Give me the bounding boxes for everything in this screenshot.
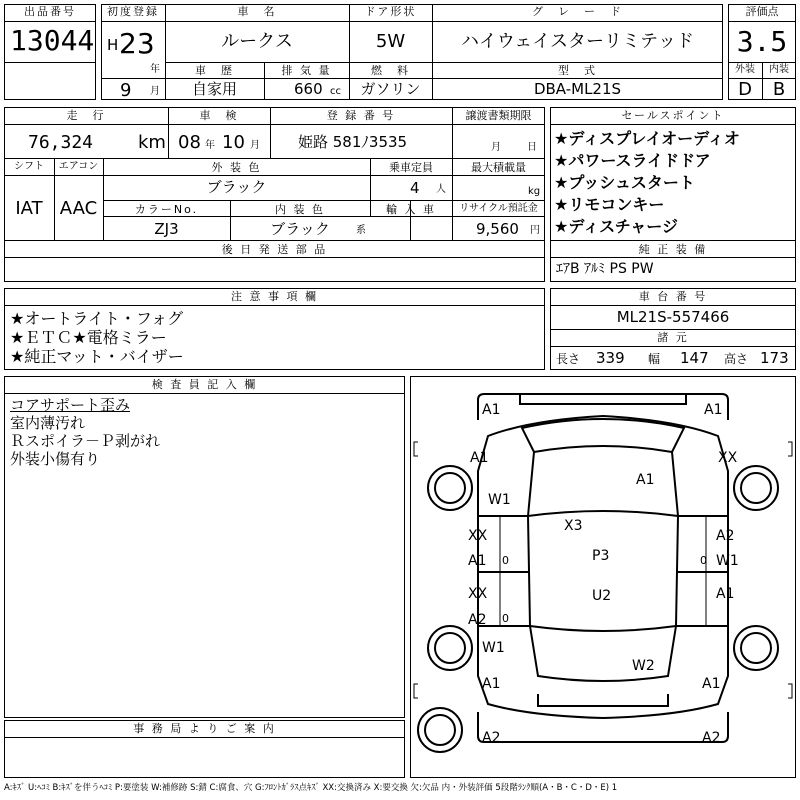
later-parts-label: 後 日 発 送 部 品 bbox=[221, 243, 328, 256]
recycle-value: 9,560 bbox=[476, 220, 519, 238]
first-reg-era: H bbox=[107, 36, 119, 54]
list-item: コアサポート歪み bbox=[10, 396, 131, 414]
shift-value: IAT bbox=[15, 198, 43, 219]
model-value: DBA-ML21S bbox=[533, 80, 622, 98]
damage-front-right: A1 bbox=[704, 402, 723, 418]
plate-label: 登 録 番 号 bbox=[326, 109, 396, 122]
fuel-value: ガソリン bbox=[360, 80, 421, 98]
max-load-unit: kg bbox=[528, 186, 541, 197]
import-label: 輸 入 車 bbox=[386, 203, 436, 216]
rating-label: 評価点 bbox=[745, 5, 779, 18]
recycle-unit: 円 bbox=[530, 225, 540, 236]
damage-roof: P3 bbox=[592, 548, 610, 564]
damage-wheel-fl: W1 bbox=[488, 492, 511, 508]
damage-wheel-rl: W1 bbox=[482, 640, 505, 656]
list-item: ★パワースライドドア bbox=[554, 151, 711, 170]
capacity-label: 乗車定員 bbox=[389, 161, 433, 174]
inspection-year-unit: 年 bbox=[205, 140, 215, 151]
first-reg-month-unit: 月 bbox=[150, 86, 160, 97]
damage-fender-fr: XX bbox=[718, 450, 738, 466]
list-item: ★純正マット・バイザー bbox=[10, 347, 184, 366]
damage-door-fr: W1 bbox=[716, 553, 739, 569]
height-value: 173 bbox=[760, 349, 789, 367]
car-name: ルークス bbox=[221, 31, 293, 52]
doc-period-label: 譲渡書類期限 bbox=[465, 109, 532, 122]
notes-label: 注 意 事 項 欄 bbox=[231, 290, 318, 303]
mileage-value: 76,324 bbox=[28, 132, 94, 153]
damage-bumper-rr: A2 bbox=[702, 730, 721, 746]
damage-quarter-rr: A1 bbox=[702, 676, 721, 692]
damage-zero-3: 0 bbox=[502, 612, 509, 625]
grade-label: グ レ ー ド bbox=[532, 5, 623, 18]
mileage-label: 走 行 bbox=[66, 109, 106, 122]
inspector-label: 検 査 員 記 入 欄 bbox=[151, 378, 258, 391]
plate-value: 姫路 581ﾉ3535 bbox=[298, 133, 408, 151]
rating-value: 3.5 bbox=[736, 25, 788, 58]
width-label: 幅 bbox=[648, 352, 661, 366]
color-no-value: ZJ3 bbox=[154, 220, 179, 238]
damage-door-rl-top: XX bbox=[468, 586, 488, 602]
damage-roof-front: X3 bbox=[564, 518, 583, 534]
list-item: Ｒスポイラ－Ｐ剥がれ bbox=[10, 432, 161, 450]
lot-number: 13044 bbox=[10, 24, 95, 57]
list-item: ★リモコンキー bbox=[554, 195, 665, 214]
chassis-label: 車 台 番 号 bbox=[638, 290, 708, 303]
height-label: 高さ bbox=[724, 352, 749, 366]
color-no-label: カラーNo. bbox=[134, 203, 199, 216]
list-item: ★ＥＴＣ★電格ミラー bbox=[10, 328, 167, 347]
capacity-value: 4 bbox=[410, 179, 420, 197]
shift-label: シフト bbox=[14, 161, 44, 172]
list-item: 室内薄汚れ bbox=[10, 414, 86, 432]
fuel-label: 燃 料 bbox=[371, 64, 410, 77]
displacement-label: 排 気 量 bbox=[281, 64, 332, 77]
int-color-value: ブラック bbox=[270, 220, 330, 238]
exterior-label: 外装 bbox=[735, 64, 755, 75]
length-label: 長さ bbox=[556, 352, 581, 366]
inspection-label: 車 検 bbox=[199, 109, 239, 122]
chassis-value: ML21S-557466 bbox=[616, 308, 730, 326]
sales-points-label: セールスポイント bbox=[621, 109, 725, 122]
inspection-year: 08 bbox=[178, 132, 201, 153]
int-color-unit: 系 bbox=[356, 225, 366, 236]
ext-color-value: ブラック bbox=[206, 178, 267, 196]
ext-color-label: 外 装 色 bbox=[211, 161, 262, 174]
displacement-value: 660 bbox=[294, 80, 323, 98]
aircon-value: AAC bbox=[59, 198, 98, 219]
doc-period-day: 日 bbox=[527, 142, 537, 153]
displacement-unit: cc bbox=[330, 86, 341, 97]
recycle-label: リサイクル預託金 bbox=[459, 203, 538, 214]
legend-text: A:ｷｽﾞ U:ﾍｺﾐ B:ｷｽﾞを伴うﾍｺﾐ P:要塗装 W:補修跡 S:錆 C:腐食、穴 G:ﾌﾛﾝﾄｶﾞﾗｽ点ｷｽﾞ XX:交換済み X:要交換 欠:欠品 内・外装評価 5段階ﾗﾝｸ順(A・B・C・D・E) 1 bbox=[4, 783, 618, 793]
inspection-month-unit: 月 bbox=[250, 140, 260, 151]
inspection-month: 10 bbox=[222, 132, 245, 153]
list-item: ★ディスチャージ bbox=[554, 217, 678, 236]
mileage-unit: km bbox=[138, 132, 166, 153]
list-item: 外装小傷有り bbox=[10, 450, 101, 468]
width-value: 147 bbox=[680, 349, 709, 367]
car-diagram bbox=[410, 376, 796, 778]
damage-front-left: A1 bbox=[482, 402, 501, 418]
first-reg-year: 23 bbox=[119, 27, 155, 60]
history-label: 車 歴 bbox=[195, 64, 234, 77]
first-reg-month: 9 bbox=[120, 80, 132, 101]
first-reg-year-unit: 年 bbox=[150, 64, 160, 75]
sales-points-list bbox=[554, 128, 740, 238]
damage-door-rl: A2 bbox=[468, 612, 487, 628]
exterior-grade: D bbox=[738, 79, 752, 100]
damage-door-fl-top: XX bbox=[468, 528, 488, 544]
aircon-label: エアコン bbox=[58, 161, 99, 172]
grade-value: ハイウェイスターリミテッド bbox=[460, 31, 695, 52]
length-value: 339 bbox=[596, 349, 625, 367]
door-value: 5W bbox=[375, 31, 406, 52]
notes-list bbox=[10, 309, 184, 366]
list-item: ★プッシュスタート bbox=[554, 173, 695, 192]
damage-door-fl: A1 bbox=[468, 553, 487, 569]
max-load-label: 最大積載量 bbox=[471, 161, 526, 174]
first-reg-label: 初度登録 bbox=[107, 5, 159, 18]
list-item: ★ディスプレイオーディオ bbox=[554, 129, 740, 148]
damage-hood: A1 bbox=[636, 472, 655, 488]
interior-label: 内装 bbox=[769, 64, 789, 75]
damage-zero-2: 0 bbox=[700, 554, 707, 567]
office-label: 事 務 局 よ り ご 案 内 bbox=[133, 722, 276, 735]
interior-grade: B bbox=[772, 79, 786, 100]
equipment-value: ｴｱB ｱﾙﾐ PS PW bbox=[556, 261, 654, 277]
dims-label: 諸 元 bbox=[657, 331, 689, 344]
int-color-label: 内 装 色 bbox=[275, 203, 325, 216]
model-label: 型 式 bbox=[558, 64, 597, 77]
damage-fender-fl: A1 bbox=[470, 450, 489, 466]
capacity-unit: 人 bbox=[436, 184, 446, 195]
doc-period-month: 月 bbox=[491, 142, 501, 153]
damage-door-rr: A1 bbox=[716, 586, 735, 602]
damage-rear-right: W2 bbox=[632, 658, 655, 674]
damage-quarter-rl: A1 bbox=[482, 676, 501, 692]
damage-roof-rear: U2 bbox=[592, 588, 612, 604]
door-label: ドア形状 bbox=[364, 5, 417, 18]
damage-door-fr-top: A2 bbox=[716, 528, 735, 544]
list-item: ★オートライト・フォグ bbox=[10, 309, 184, 328]
inspector-list bbox=[10, 396, 160, 468]
equipment-label: 純 正 装 備 bbox=[638, 243, 708, 256]
history-value: 自家用 bbox=[191, 80, 237, 98]
damage-zero-1: 0 bbox=[502, 554, 509, 567]
car-name-label: 車 名 bbox=[237, 5, 277, 18]
damage-bumper-rl: A2 bbox=[482, 730, 501, 746]
lot-label: 出品番号 bbox=[24, 5, 76, 18]
